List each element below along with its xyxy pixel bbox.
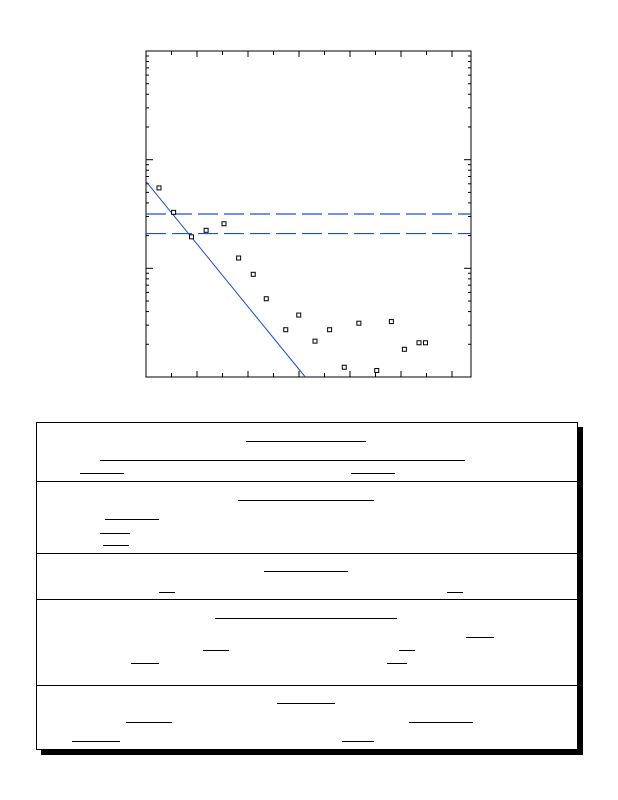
redacted-text — [351, 473, 395, 474]
redacted-text — [105, 519, 159, 520]
data-point — [357, 321, 361, 325]
redacted-text — [387, 663, 407, 664]
redacted-text — [103, 545, 129, 546]
redacted-text — [131, 663, 159, 664]
data-point — [251, 272, 255, 276]
data-point — [204, 228, 208, 232]
redacted-text — [203, 650, 229, 651]
data-point — [402, 347, 406, 351]
redacted-text — [409, 722, 473, 723]
panel-section-5 — [37, 685, 577, 750]
data-point — [424, 341, 428, 345]
data-point — [328, 328, 332, 332]
data-point — [264, 297, 268, 301]
panel-section-3 — [37, 553, 577, 600]
redacted-heading — [238, 500, 374, 501]
redacted-text — [72, 741, 120, 742]
redacted-text — [159, 592, 175, 593]
fit-line — [146, 181, 305, 377]
redacted-text — [100, 460, 465, 461]
data-point — [417, 341, 421, 345]
panel-section-2 — [37, 481, 577, 554]
redacted-text — [466, 637, 494, 638]
data-point — [313, 339, 317, 343]
data-point — [190, 235, 194, 239]
data-point — [389, 320, 393, 324]
data-point — [375, 368, 379, 372]
data-point — [297, 313, 301, 317]
data-point — [172, 210, 176, 214]
redacted-text — [447, 592, 463, 593]
redacted-heading — [277, 703, 335, 704]
data-point — [157, 186, 161, 190]
redacted-heading — [246, 441, 366, 442]
panel-section-1 — [37, 423, 577, 481]
redacted-text — [399, 650, 415, 651]
data-point — [284, 328, 288, 332]
redacted-text — [342, 741, 374, 742]
redacted-text — [80, 473, 124, 474]
redacted-text — [126, 722, 172, 723]
data-point — [342, 365, 346, 369]
redacted-text — [100, 533, 130, 534]
panel-section-4 — [37, 599, 577, 686]
data-point — [237, 256, 241, 260]
redacted-heading — [215, 618, 397, 619]
chart-lines — [146, 181, 471, 377]
data-point — [222, 222, 226, 226]
info-panel — [36, 422, 578, 750]
redacted-heading — [264, 571, 348, 572]
